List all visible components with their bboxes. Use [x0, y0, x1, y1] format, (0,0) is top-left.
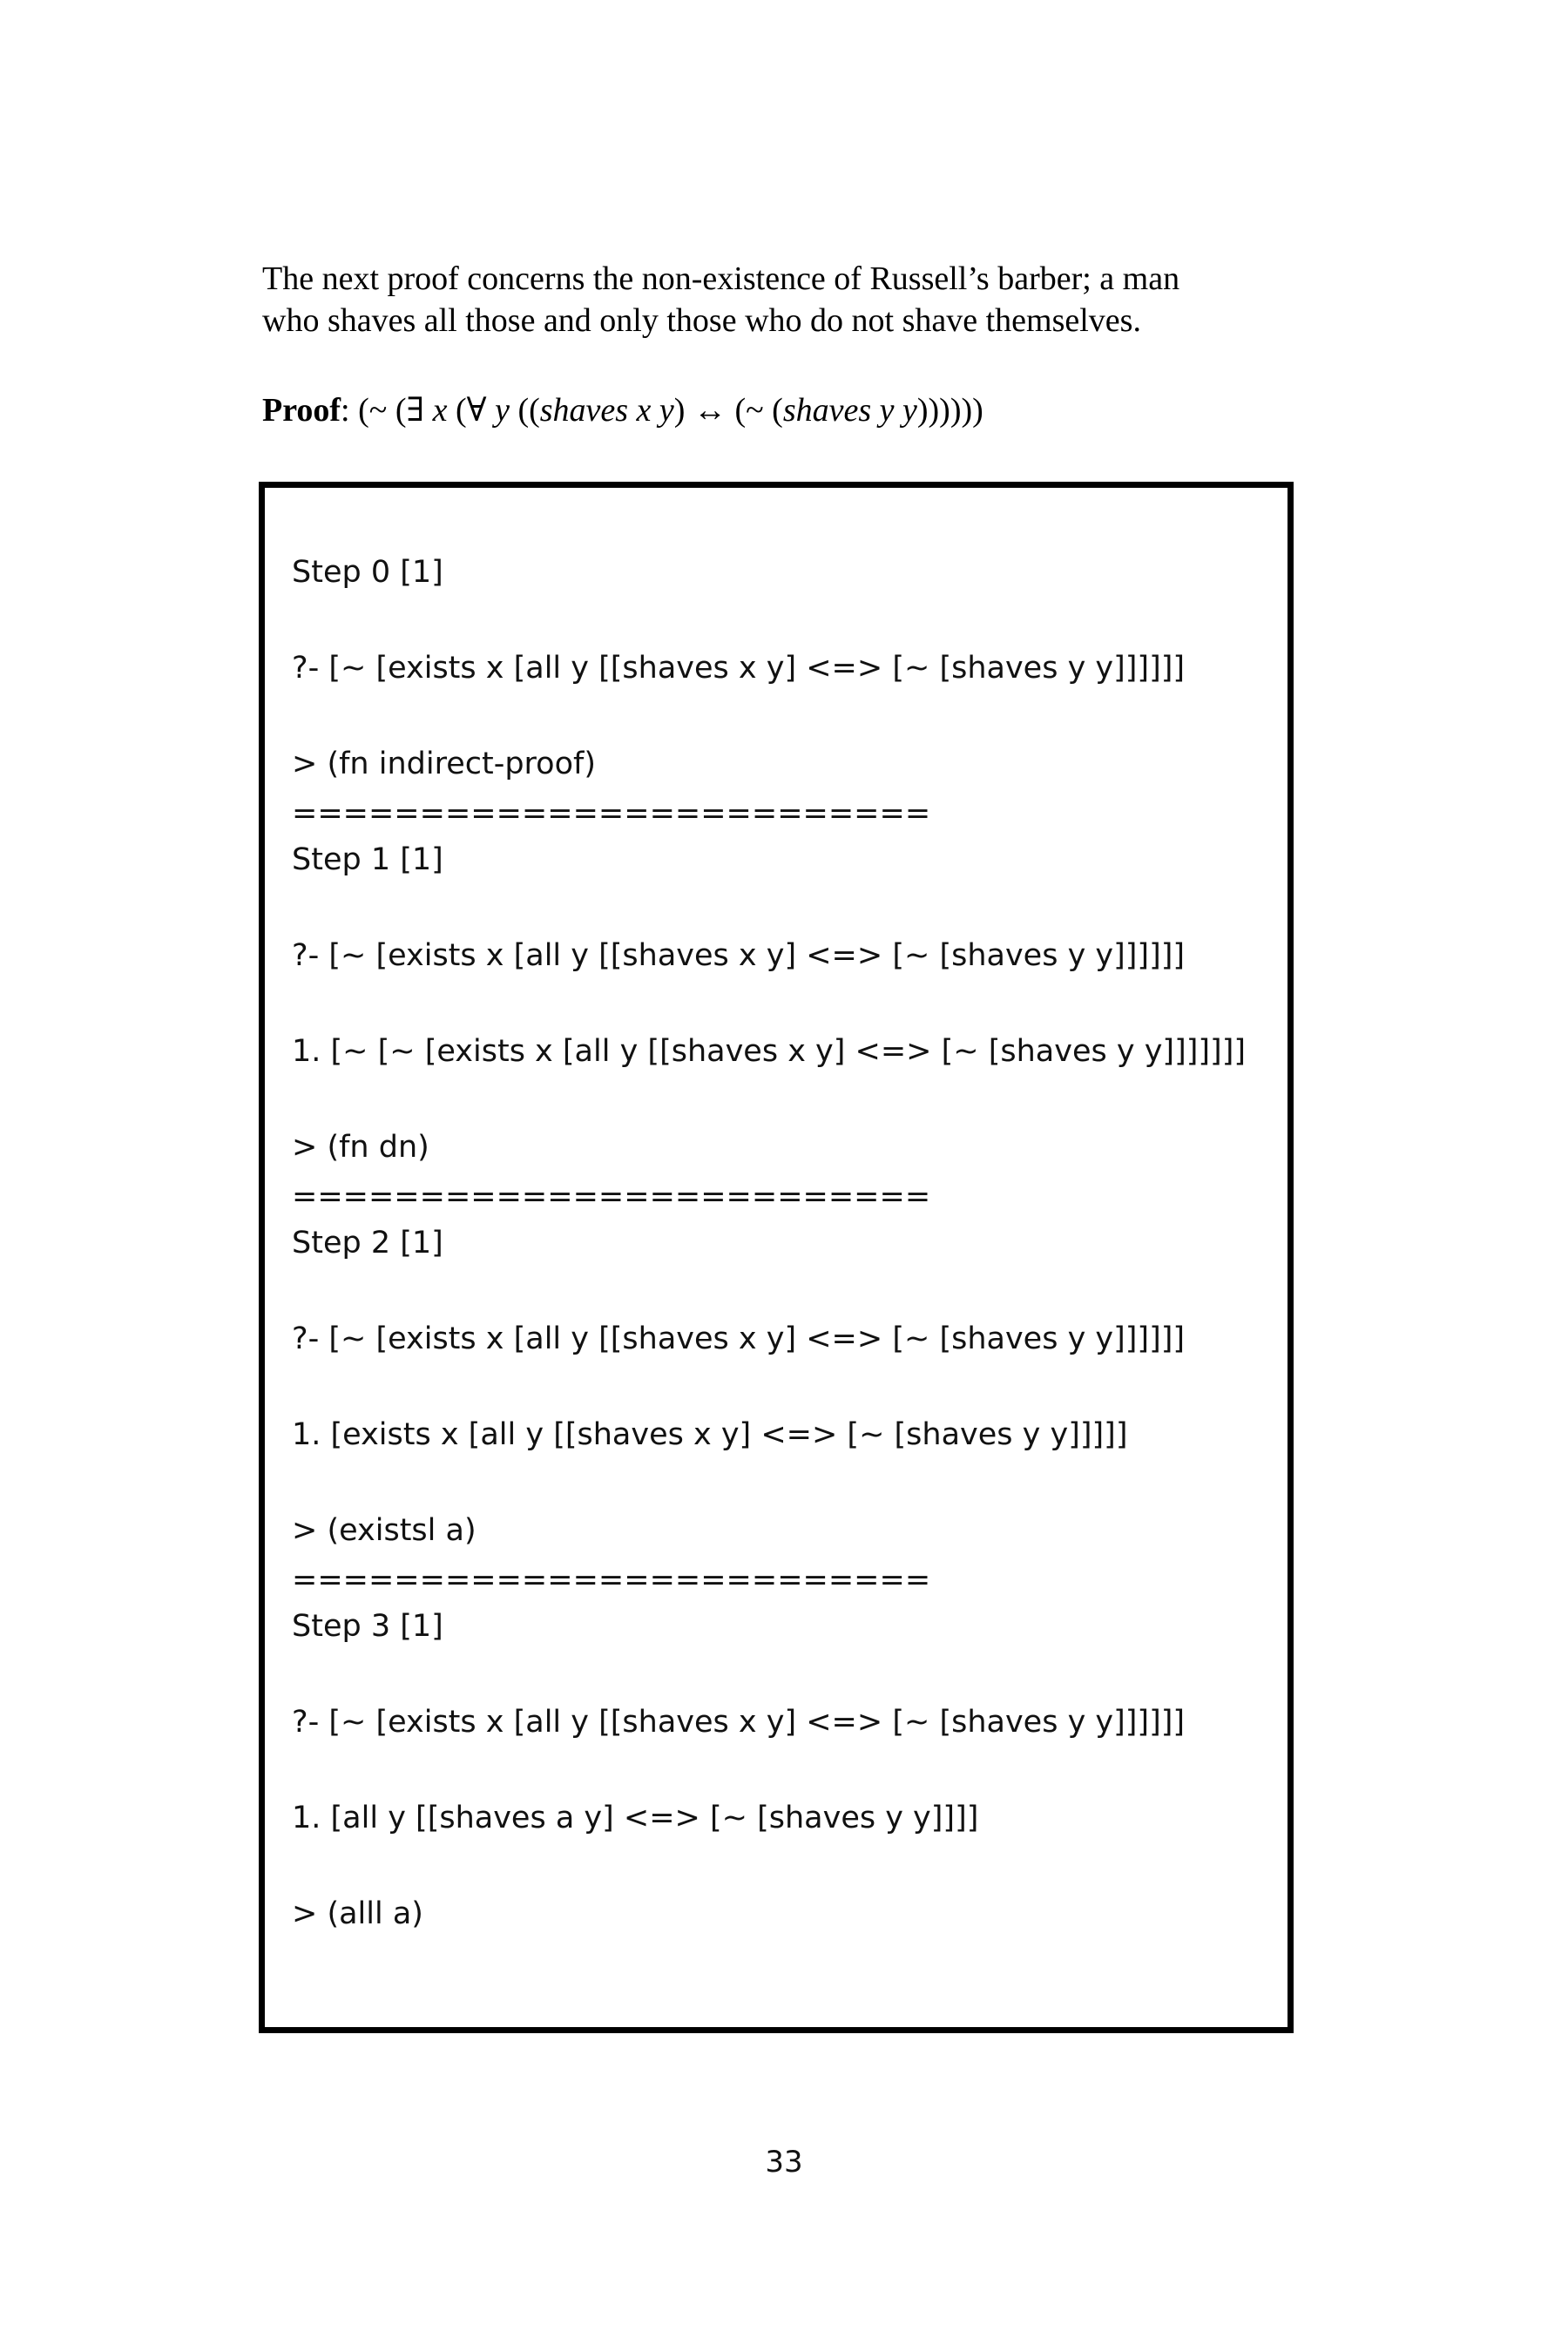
step-1-header: Step 1 [1] [292, 842, 443, 877]
proof-part-1: : (~ (∃ [341, 392, 433, 429]
step-1-separator: ========================= [292, 1179, 931, 1214]
step-0-goal: ?- [~ [exists x [all y [[shaves x y] <=> [~ [shaves y y]]]]]] [292, 651, 1186, 686]
intro-line-2: who shaves all those and only those who do not shave themselves. [262, 302, 1141, 339]
proof-part-2: (∀ [447, 392, 496, 429]
page-number: 33 [765, 2145, 803, 2180]
step-1-premise: 1. [~ [~ [exists x [all y [[shaves x y] <=> [~ [shaves y y]]]]]]] [292, 1034, 1246, 1069]
step-0-separator: ========================= [292, 796, 931, 831]
step-0-header: Step 0 [1] [292, 555, 443, 590]
proof-part-4: ) ↔ (~ ( [673, 392, 783, 429]
proof-formula-shaves-yy: shaves y y [782, 392, 917, 429]
step-3-goal: ?- [~ [exists x [all y [[shaves x y] <=> [~ [shaves y y]]]]]] [292, 1705, 1186, 1740]
proof-part-3: (( [509, 392, 540, 429]
intro-line-1: The next proof concerns the non-existence of Russell’s barber; a man [262, 260, 1180, 297]
proof-var-y: y [495, 392, 510, 429]
step-3-command: > (alll a) [292, 1896, 423, 1931]
step-3-header: Step 3 [1] [292, 1609, 443, 1644]
proof-formula-shaves-xy: shaves x y [539, 392, 674, 429]
step-2-header: Step 2 [1] [292, 1226, 443, 1260]
step-2-command: > (existsl a) [292, 1513, 476, 1548]
proof-var-x: x [432, 392, 448, 429]
step-0-command: > (fn indirect-proof) [292, 747, 596, 781]
proof-label: Proof [262, 392, 341, 429]
proof-part-5: )))))) [916, 392, 983, 429]
proof-transcript [292, 0, 1267, 1931]
step-2-goal: ?- [~ [exists x [all y [[shaves x y] <=> [~ [shaves y y]]]]]] [292, 1321, 1186, 1356]
step-2-premise: 1. [exists x [all y [[shaves x y] <=> [~ [shaves y y]]]]] [292, 1417, 1128, 1452]
step-1-command: > (fn dn) [292, 1130, 429, 1165]
step-3-premise: 1. [all y [[shaves a y] <=> [~ [shaves y y]]]] [292, 1801, 979, 1835]
step-1-goal: ?- [~ [exists x [all y [[shaves x y] <=> [~ [shaves y y]]]]]] [292, 938, 1186, 973]
step-2-separator: ========================= [292, 1563, 931, 1598]
